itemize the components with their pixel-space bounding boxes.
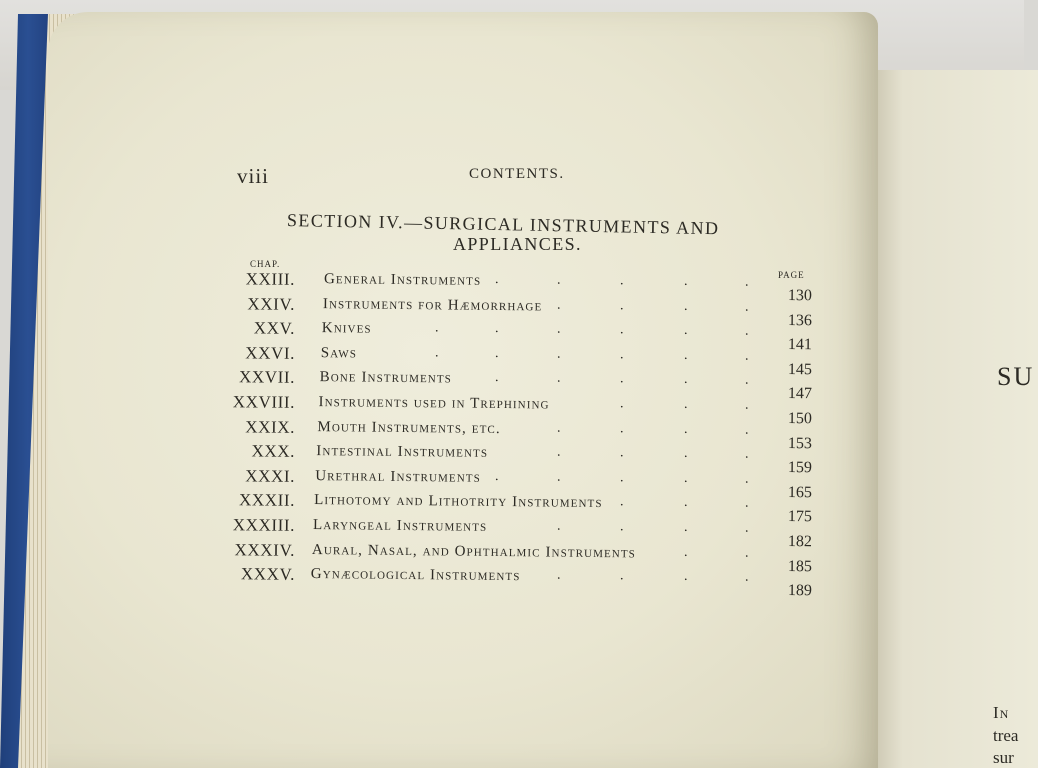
- leader-dots: . . . .: [556, 297, 749, 315]
- chapter-number: XXX.: [251, 441, 296, 462]
- page-column-label: PAGE: [778, 270, 805, 280]
- page-number-entry: 136: [787, 311, 812, 329]
- right-page-line1: In: [993, 703, 1010, 722]
- page-number-entry: 141: [787, 336, 812, 354]
- section-title-line1: SECTION IV.—SURGICAL INSTRUMENTS AND: [286, 210, 720, 239]
- chapter-number: XXVI.: [245, 343, 296, 363]
- chapter-number: XXIII.: [245, 269, 296, 289]
- page-number-entry: 147: [787, 385, 812, 403]
- chapter-title: General Instruments: [323, 271, 482, 289]
- chapter-number: XXV.: [253, 318, 296, 339]
- page-number-entry: 165: [787, 483, 812, 502]
- page-number-entry: 159: [787, 459, 812, 477]
- page-number-entry: 130: [787, 287, 812, 305]
- page-number-entry: 189: [787, 582, 812, 600]
- leader-dots: . . . . .: [494, 468, 749, 487]
- leader-dots: . . .: [619, 396, 749, 413]
- leader-dots: . . .: [619, 494, 749, 511]
- leader-dots: . . . .: [556, 444, 749, 462]
- chapter-number: XXXV.: [240, 564, 296, 584]
- page-number: viii: [237, 164, 270, 188]
- chapter-number: XXXI.: [245, 466, 296, 486]
- leader-dots: . . . . .: [494, 271, 749, 290]
- right-page-heading: SU: [997, 362, 1035, 391]
- right-page: [858, 70, 1038, 768]
- page-number-entry: 145: [787, 360, 812, 379]
- leader-dots: . . . .: [556, 420, 749, 438]
- chapter-title: Gynæcological Instruments: [310, 566, 521, 585]
- chapter-title: Laryngeal Instruments: [312, 516, 488, 535]
- chapter-number: XXIV.: [247, 293, 296, 314]
- leader-dots: . .: [683, 544, 749, 561]
- contents-list: [200, 269, 812, 600]
- chapter-title: Instruments for Hæmorrhage: [322, 295, 543, 315]
- chapter-title: Bone Instruments: [319, 369, 453, 387]
- chapter-title: Mouth Instruments, etc.: [317, 418, 501, 437]
- chapter-title: Lithotomy and Lithotrity Instruments: [314, 492, 603, 512]
- chapter-title: Saws: [320, 344, 358, 362]
- running-head: CONTENTS.: [469, 166, 565, 182]
- leader-dots: . . . . . .: [434, 345, 749, 364]
- page-number-entry: 182: [787, 532, 812, 551]
- chapter-title: Instruments used in Trephining: [318, 394, 550, 413]
- right-page-line3: sur: [993, 748, 1014, 767]
- leader-dots: . . . . .: [494, 370, 749, 388]
- leader-dots: . . . .: [556, 567, 749, 585]
- leader-dots: . . . .: [556, 518, 749, 536]
- leader-dots: . . . . . .: [434, 320, 749, 339]
- chapter-number: XXVII.: [238, 367, 296, 388]
- chap-column-label: CHAP.: [250, 259, 281, 269]
- chapter-number: XXXIII.: [232, 515, 296, 535]
- chapter-number: XXVIII.: [232, 392, 296, 412]
- chapter-title: Urethral Instruments: [315, 467, 481, 486]
- page-number-entry: 153: [787, 434, 812, 452]
- page-number-entry: 185: [787, 557, 812, 575]
- right-page-line2: trea: [993, 726, 1019, 745]
- chapter-title: Knives: [321, 320, 372, 337]
- chapter-number: XXXIV.: [234, 539, 296, 560]
- page-number-entry: 175: [787, 508, 812, 526]
- chapter-number: XXIX.: [245, 416, 296, 437]
- chapter-title: Aural, Nasal, and Ophthalmic Instruments: [311, 541, 637, 561]
- chapter-title: Intestinal Instruments: [316, 443, 489, 462]
- page-number-entry: 150: [787, 409, 812, 428]
- section-title-line2: APPLIANCES.: [453, 234, 582, 254]
- chapter-number: XXXII.: [238, 490, 296, 511]
